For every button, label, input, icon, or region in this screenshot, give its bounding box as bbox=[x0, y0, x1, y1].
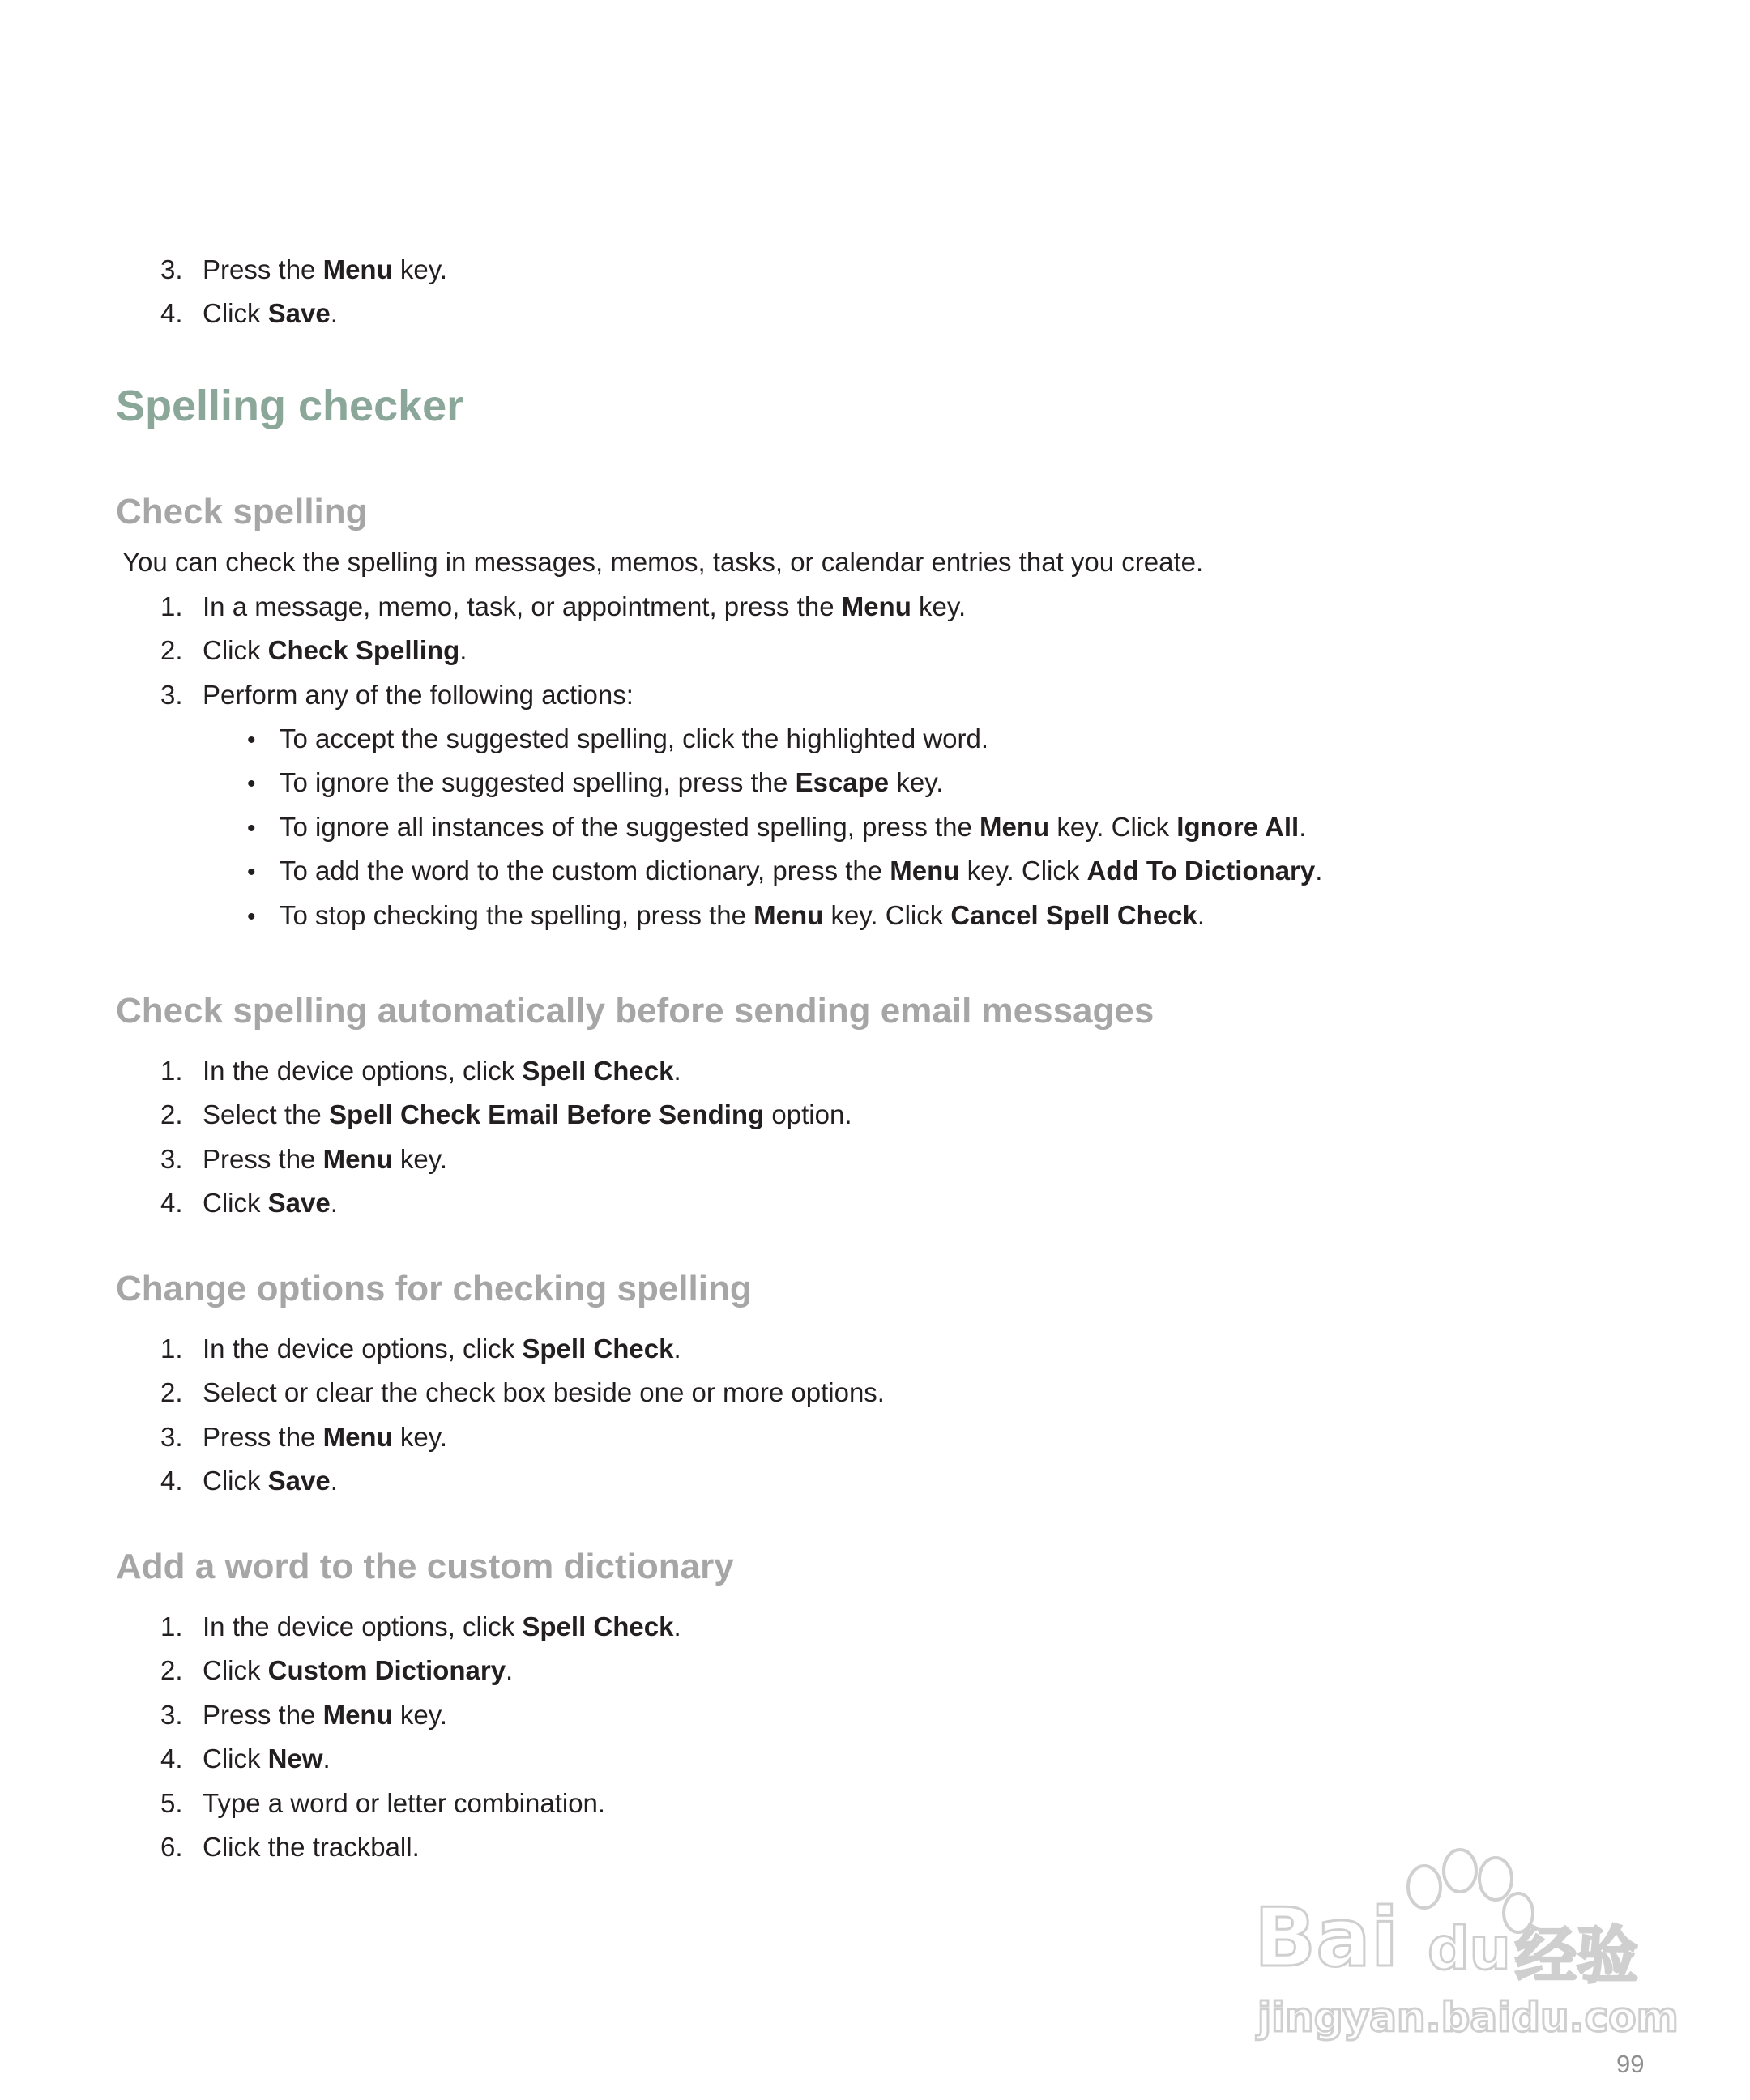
step-number: 3. bbox=[160, 1700, 183, 1730]
step-text-end: key. bbox=[911, 591, 967, 621]
bullet-bold: Menu bbox=[890, 856, 960, 886]
bullet-text: To ignore all instances of the suggested spelling, press the bbox=[280, 812, 980, 842]
custom-dictionary-step-6 bbox=[160, 1831, 420, 1863]
step-text: Type a word or letter combination. bbox=[203, 1788, 606, 1818]
step-bold: Menu bbox=[841, 591, 911, 621]
step-number: 1. bbox=[160, 1334, 183, 1364]
step-bold: Check Spelling bbox=[267, 635, 460, 665]
step-bold: Save bbox=[267, 298, 331, 328]
top-step-4 bbox=[160, 297, 338, 330]
action-bullet-4 bbox=[247, 855, 1322, 889]
section-title: Spelling checker bbox=[116, 382, 464, 430]
step-text-end: . bbox=[330, 1466, 338, 1496]
step-bold: Menu bbox=[322, 1422, 393, 1452]
step-bold: Spell Check bbox=[522, 1056, 674, 1086]
bullet-bold: Cancel Spell Check bbox=[950, 900, 1197, 930]
bullet-bold: Menu bbox=[980, 812, 1050, 842]
auto-check-step-4 bbox=[160, 1187, 338, 1219]
auto-check-step-2 bbox=[160, 1099, 852, 1131]
bullet-bold: Escape bbox=[795, 767, 890, 797]
bullet-text: To add the word to the custom dictionary, press the bbox=[280, 856, 890, 886]
bullet-text: key. Click bbox=[959, 856, 1087, 886]
step-number: 3. bbox=[160, 680, 183, 710]
step-bold: Menu bbox=[322, 1144, 393, 1174]
check-spelling-step-1 bbox=[160, 591, 966, 623]
step-text-end: . bbox=[673, 1056, 681, 1086]
change-options-step-1 bbox=[160, 1333, 681, 1365]
bullet-glyph: • bbox=[247, 770, 256, 797]
baidu-watermark bbox=[1248, 1843, 1679, 2054]
step-text: Click the trackball. bbox=[203, 1832, 420, 1862]
step-bold: Custom Dictionary bbox=[267, 1655, 506, 1685]
auto-check-step-1 bbox=[160, 1055, 681, 1087]
change-options-step-2 bbox=[160, 1377, 885, 1409]
bullet-glyph: • bbox=[247, 727, 256, 753]
bullet-text: To accept the suggested spelling, click the highlighted word. bbox=[280, 723, 989, 753]
step-text-end: . bbox=[459, 635, 467, 665]
step-bold: Menu bbox=[322, 254, 393, 284]
step-number: 2. bbox=[160, 1655, 183, 1685]
step-text: Click bbox=[203, 1655, 268, 1685]
step-text-end: key. bbox=[392, 1422, 447, 1452]
heading-auto-check: Check spelling automatically before sending email messages bbox=[116, 991, 1155, 1031]
step-text: In a message, memo, task, or appointment, press the bbox=[203, 591, 842, 621]
step-text-end: . bbox=[330, 1188, 338, 1218]
custom-dictionary-step-2 bbox=[160, 1654, 513, 1687]
step-text-end: key. bbox=[392, 254, 447, 284]
step-text-end: . bbox=[673, 1611, 681, 1641]
step-text: Click bbox=[203, 1188, 268, 1218]
watermark-brand-left: Bai bbox=[1254, 1890, 1398, 1985]
step-bold: Save bbox=[267, 1188, 331, 1218]
step-text-end: option. bbox=[764, 1099, 852, 1129]
step-text: Press the bbox=[203, 1144, 323, 1174]
bullet-bold: Ignore All bbox=[1176, 812, 1300, 842]
step-number: 1. bbox=[160, 1056, 183, 1086]
change-options-step-3 bbox=[160, 1421, 447, 1453]
check-spelling-step-3 bbox=[160, 679, 634, 711]
step-number: 2. bbox=[160, 1377, 183, 1407]
bullet-bold: Add To Dictionary bbox=[1086, 856, 1316, 886]
custom-dictionary-step-4 bbox=[160, 1743, 331, 1775]
step-bold: Spell Check bbox=[522, 1334, 674, 1364]
watermark-url: jingyan.baidu.com bbox=[1257, 1994, 1679, 2041]
step-text-end: key. bbox=[392, 1700, 447, 1730]
heading-custom-dictionary: Add a word to the custom dictionary bbox=[116, 1547, 734, 1586]
step-text-end: key. bbox=[392, 1144, 447, 1174]
custom-dictionary-step-1 bbox=[160, 1611, 681, 1643]
step-text: In the device options, click bbox=[203, 1611, 523, 1641]
change-options-step-4 bbox=[160, 1465, 338, 1497]
bullet-text: . bbox=[1197, 900, 1206, 930]
bullet-glyph: • bbox=[247, 815, 256, 842]
step-number: 4. bbox=[160, 1744, 183, 1773]
step-number: 2. bbox=[160, 1099, 183, 1129]
step-text: Select the bbox=[203, 1099, 329, 1129]
custom-dictionary-step-3 bbox=[160, 1699, 447, 1731]
watermark-brand-cn: 经验 bbox=[1515, 1919, 1638, 1991]
step-text: Select or clear the check box beside one or more options. bbox=[203, 1377, 885, 1407]
heading-change-options: Change options for checking spelling bbox=[116, 1269, 752, 1308]
check-spelling-intro: You can check the spelling in messages, memos, tasks, or calendar entries that you create. bbox=[122, 547, 1204, 577]
action-bullet-1 bbox=[247, 723, 988, 757]
bullet-text: . bbox=[1299, 812, 1307, 842]
step-text: In the device options, click bbox=[203, 1056, 523, 1086]
bullet-text: To stop checking the spelling, press the bbox=[280, 900, 754, 930]
step-bold: Spell Check bbox=[522, 1611, 674, 1641]
bullet-bold: Menu bbox=[753, 900, 824, 930]
step-text: Click bbox=[203, 635, 268, 665]
step-text-end: . bbox=[506, 1655, 514, 1685]
step-number: 2. bbox=[160, 635, 183, 665]
action-bullet-3 bbox=[247, 811, 1306, 845]
step-text: Press the bbox=[203, 254, 323, 284]
auto-check-step-3 bbox=[160, 1143, 447, 1176]
bullet-glyph: • bbox=[247, 903, 256, 930]
top-step-3 bbox=[160, 254, 447, 286]
bullet-text: key. Click bbox=[823, 900, 951, 930]
step-text: Click bbox=[203, 1744, 268, 1773]
step-number: 5. bbox=[160, 1788, 183, 1818]
step-text: Click bbox=[203, 298, 268, 328]
step-text-end: . bbox=[322, 1744, 331, 1773]
step-number: 3. bbox=[160, 1144, 183, 1174]
step-bold: Spell Check Email Before Sending bbox=[328, 1099, 765, 1129]
bullet-text: key. Click bbox=[1049, 812, 1177, 842]
bullet-glyph: • bbox=[247, 859, 256, 886]
step-text: In the device options, click bbox=[203, 1334, 523, 1364]
step-number: 3. bbox=[160, 254, 183, 284]
step-number: 4. bbox=[160, 1466, 183, 1496]
step-text: Press the bbox=[203, 1700, 323, 1730]
bullet-text: . bbox=[1315, 856, 1323, 886]
step-number: 1. bbox=[160, 591, 183, 621]
action-bullet-2 bbox=[247, 766, 943, 800]
step-text: Click bbox=[203, 1466, 268, 1496]
step-text: Perform any of the following actions: bbox=[203, 680, 634, 710]
page-number: 99 bbox=[1616, 2050, 1645, 2078]
step-number: 4. bbox=[160, 298, 183, 328]
step-number: 6. bbox=[160, 1832, 183, 1862]
bullet-text: To ignore the suggested spelling, press the bbox=[280, 767, 796, 797]
heading-check-spelling: Check spelling bbox=[116, 492, 368, 531]
bullet-text: key. bbox=[889, 767, 944, 797]
step-bold: Save bbox=[267, 1466, 331, 1496]
step-number: 3. bbox=[160, 1422, 183, 1452]
watermark-brand-right: du bbox=[1428, 1914, 1511, 1983]
step-number: 4. bbox=[160, 1188, 183, 1218]
step-bold: Menu bbox=[322, 1700, 393, 1730]
step-bold: New bbox=[267, 1744, 323, 1773]
custom-dictionary-step-5 bbox=[160, 1787, 605, 1820]
check-spelling-step-2 bbox=[160, 634, 467, 667]
step-text-end: . bbox=[673, 1334, 681, 1364]
action-bullet-5 bbox=[247, 899, 1205, 933]
step-number: 1. bbox=[160, 1611, 183, 1641]
step-text-end: . bbox=[330, 298, 338, 328]
step-text: Press the bbox=[203, 1422, 323, 1452]
